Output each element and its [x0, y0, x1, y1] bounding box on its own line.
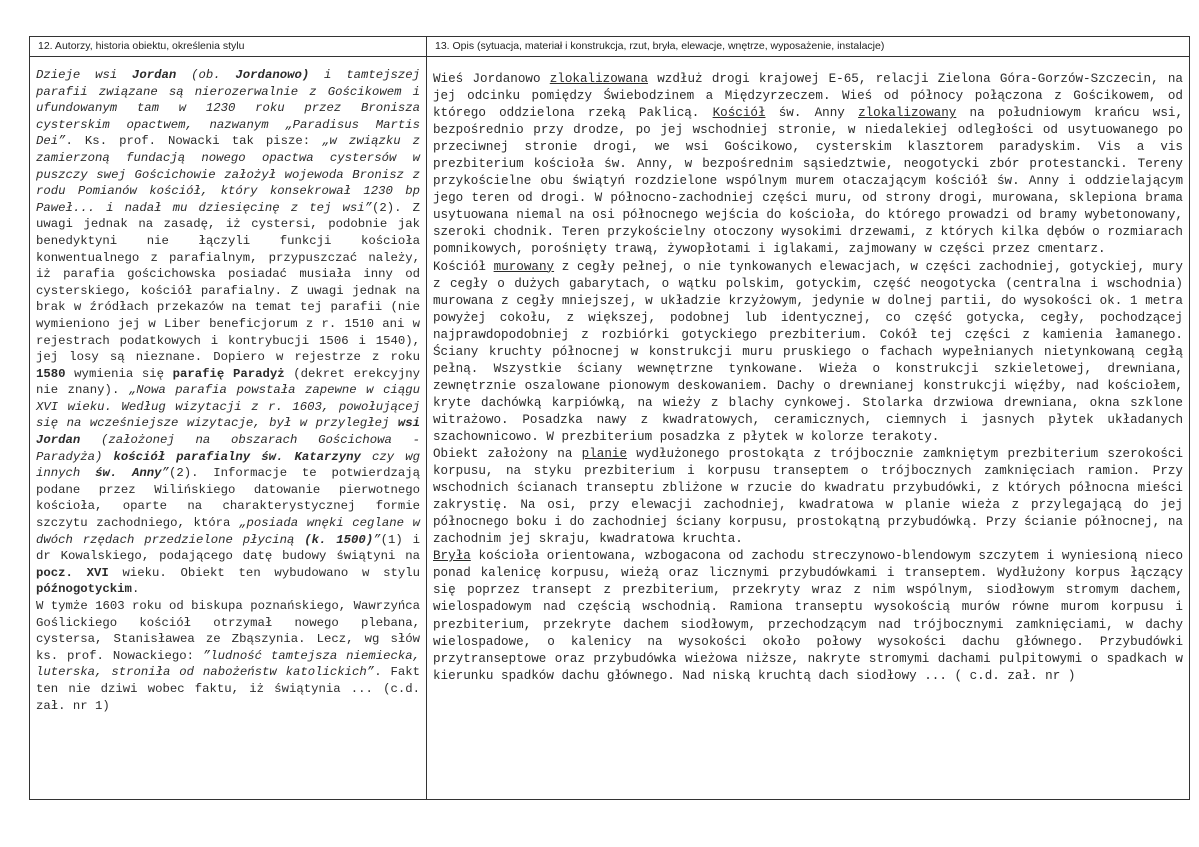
history-text-run: ”	[161, 466, 169, 481]
description-text-run: Obiekt założony na	[433, 447, 582, 462]
description-text-run: Kościół	[433, 259, 494, 274]
history-text-run: „w związku z zamierzoną fundacją nowego opactwa cystersów w puszczy swej Gościchowie założył wojewoda Bronisz z rodu Pomianów kościół, który konsekrował 1230 bp Paweł... i nadał mu dziesięcinę z tej wsi”	[36, 134, 420, 215]
history-text-run: Jordan	[132, 68, 177, 82]
description-column	[427, 37, 1189, 799]
description-text-run: zlokalizowany	[858, 106, 957, 121]
description-text	[427, 57, 1189, 685]
history-text-run: (2). Informacje te potwierdzają podane przez Wilińskiego datowanie pierwotnego kościoła, oparte na charakterystycznej formie szczytu zachodniego, która	[36, 466, 420, 531]
history-text-run: 1580	[36, 366, 66, 381]
history-text-run: wymienia się	[65, 366, 173, 381]
history-text-run: św. Anny	[95, 466, 162, 481]
description-paragraph	[433, 446, 1183, 548]
description-text-run: z cegły pełnej, o nie tynkowanych elewacjach, w części zachodniej, gotyckiej, mury z cegły o dużych gabarytach, o wątku polskim, gotyckim, część neogotycka (centralna i wschodnia) murowana z cegły mniejszej, w układzie krzyżowym, jedynie w dolnej partii, do wysokości ok. 1 metra powyżej cokołu, z większej, podobnej lub identycznej, co część gotycka, cegły, pochodzącej najprawdopodobniej z rozbiórki gotyckiego prezbiterium. Cokół tej części z kamienia łamanego. Ściany kruchty północnej w konstrukcji muru pruskiego o fachach wypełnianych nietynkowaną cegłą pełną. Wszystkie ściany wewnętrzne tynkowane. Wieża o konstrukcji szkieletowej, drewniana, zewnętrznie oszalowane pionowym deskowaniem. Dachy o drewnianej konstrukcji więźby, nad kościołem, kryte dachówką karpiówką, na wieży z blachy cynkowej. Stolarka drzwiowa drewniana, okna szklone witrażowo. Posadzka nawy z kwadratowych, ceramicznych, ciemnych i jasnych płytek układanych szachownicowo. W prezbiterium posadzka z płytek w kolorze terakoty.	[433, 259, 1183, 444]
history-column	[30, 37, 427, 799]
description-paragraph	[433, 71, 1183, 259]
description-text-run: wydłużonego prostokąta z trójbocznie zamkniętym prezbiterium szerokości korpusu, na styku prezbiterium i korpusu transeptem o trójbocznych zamknięciach ramion. Przy wschodnich ścianach transeptu zbliżone w rzucie do kwadratu przybudówki, z których północna mieści zakrystię. Na osi, przy elewacji zachodniej, kwadratowa w planie wieża z przylegającą do jej północnego boku i do zachodniej ściany korpusu, prostokątną przybudówką. Przy ścianie północnej, na zachodnim jej skraju, kwadratowa kruchta.	[433, 447, 1184, 547]
form-sheet	[29, 36, 1190, 800]
description-text-run: św. Anny	[765, 106, 859, 121]
history-text-run: wieku. Obiekt ten wybudowano w stylu	[108, 565, 420, 580]
history-text-run: Dzieje wsi	[36, 68, 133, 82]
history-text-run: pocz. XVI	[36, 565, 109, 580]
history-text-run: ”	[373, 532, 381, 547]
history-text-run: .	[131, 582, 140, 597]
description-text-run: wzdłuż drogi krajowej E-65, relacji Zielona Góra-Gorzów-Szczecin, na jej odcinku pomiędzy Świebodzinem a Międzyrzeczem. Wieś od północy połączona z Gościkowem, od którego oddzielona rzeką Paklicą.	[433, 72, 1183, 121]
history-text-run: W tymże 1603 roku od biskupa poznańskiego, Wawrzyńca Goślickiego kościół otrzymał nowego plebana, cystersa, Stanisławea ze Zbąszynia. Lecz, wg słów ks. prof. Nowackiego:	[36, 599, 420, 663]
description-text-run: zlokalizowana	[549, 72, 648, 86]
history-text	[30, 57, 426, 714]
history-text-run: (k. 1500)	[304, 532, 374, 547]
history-text-run: (1) i dr Kowalskiego, podającego datę budowy świątyni na	[36, 532, 420, 564]
description-text-run: Kościół	[712, 106, 766, 121]
history-header: 12. Autorzy, historia obiektu, określenia stylu	[30, 37, 426, 57]
history-text-run: „posiada wnęki ceglane w dwóch rzędach przedzielone płyciną	[36, 516, 420, 547]
history-text-run: (ob.	[176, 68, 236, 82]
history-text-run: ”ludność tamtejsza niemiecka, luterska, stroniła od nabożeństw katolickich”	[36, 648, 420, 680]
history-text-run: (2). Z uwagi jednak na zasadę, iż cystersi, podobnie jak benedyktyni nie łączyli funkcji kościoła konwentualnego z parafialnym, przypuszczać należy, iż parafia gościchowska posiadać musiała inny od cysterskiego, kościół parafialny. Z uwagi jednak na brak w źródłach przekazów na temat tej parafii (nie wymieniono jej w Liber beneficjorum z r. 1510 ani w rejestrach podatkowych i kontrybucji 1506 i 1540), jej losy są nieznane. Dopiero w rejestrze z roku	[36, 200, 420, 365]
history-text-run: kościół parafialny św. Katarzyny	[113, 449, 361, 464]
description-text-run: planie	[581, 447, 628, 462]
history-text-run: . Ks. prof. Nowacki tak pisze:	[65, 134, 323, 149]
history-text-run: „Nowa parafia powstała zapewne w ciągu XVI wieku. Według wizytacji z r. 1603, powołującej się na wcześniejsze wizytacje, był w przyległej	[36, 383, 420, 431]
history-text-run: i tamtejszej parafii związane są nierozerwalnie z Gościkowem i ufundowanym tam w 1230 roku przez Bronisza cysterskim opactwem, nazwanym „Paradisus Martis Dei”	[36, 68, 420, 149]
history-text-run: (dekret erekcyjny nie znany).	[36, 366, 420, 398]
history-text-run: późnogotyckim	[36, 582, 132, 597]
description-text-run: kościoła orientowana, wzbogacona od zachodu streczynowo-blendowym szczytem i wyniesioną nieco ponad kalenicę korpusu, wieżą oraz licznymi przybudówkami i transeptem. Wydłużony korpus łączący się poprzez transept z prezbiterium, przekryty wraz z nim wspólnym, siodłowym stromym dachem, wielospadowym nad częścią wschodnią. Ramiona transeptu wysokością murów równe murom korpusu i prezbiterium, przekryte dachem siodłowym, przechodzącym nad trójbocznymi zamknięciami, w dachy wielospadowe, o kalenicy na wysokości około połowy wysokości dachu głównego. Przybudówki przytranseptowe oraz przybudówka wieżowa niższe, nakryte stromymi dachami pulpitowymi o spadkach w kierunku spadków dachu głównego. Nad niską kruchtą dach siodłowy ... ( c.d. zał. nr )	[433, 549, 1183, 683]
description-text-run: Wieś Jordanowo	[433, 72, 550, 86]
history-paragraph	[36, 598, 420, 714]
description-paragraph	[433, 548, 1183, 684]
history-text-run: Jordanowo)	[235, 68, 310, 82]
history-paragraph	[36, 67, 420, 598]
history-text-run: wsi Jordan	[36, 416, 420, 448]
description-text-run: murowany	[493, 259, 555, 274]
description-paragraph	[433, 259, 1183, 447]
history-text-run: . Fakt ten nie dziwi wobec faktu, iż świątynia ... (c.d. zał. nr 1)	[36, 665, 420, 713]
history-text-run: (założonej na obszarach Gościchowa - Paradyża)	[36, 433, 420, 464]
history-text-run: czy wg innych	[36, 449, 420, 481]
description-text-run: Bryła	[433, 549, 471, 564]
history-text-run: parafię Paradyż	[172, 366, 285, 381]
description-header: 13. Opis (sytuacja, materiał i konstrukcja, rzut, bryła, elewacje, wnętrze, wyposażenie, instalacje)	[427, 37, 1189, 57]
description-text-run: na południowym krańcu wsi, bezpośrednio przy drodze, po jej wschodniej stronie, w niedalekiej odległości od usytuowanego po przeciwnej stronie drogi, we wsi Gościkowo, cysterskim klasztorem paradyskim. Vis a vis prezbiterium kościoła św. Anny, w bezpośrednim sąsiedztwie, neogotycki zbór protestancki. Tereny przykościelne obu świątyń rozdzielone wspólnym murem otaczającym kościół św. Anny i oddzielającym jego teren od drogi. W północno-zachodniej części muru, od strony drogi, murowana, sklepiona brama usytuowana niemal na osi północnego wejścia do kościoła, do którego prowadzi od bramy wybetonowany, szeroki chodnik. Teren przykościelny otoczony wysokimi drzewami, z których kilka dębów o rozmiarach pomnikowych, porośnięty trawą, żywopłotami i iglakami, zajmowany w części przez cmentarz.	[433, 106, 1183, 257]
